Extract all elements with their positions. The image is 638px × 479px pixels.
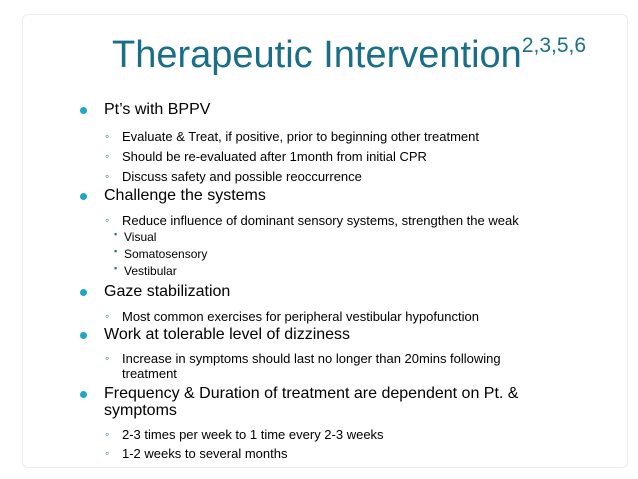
bullet-text: Pt’s with BPPV [104, 101, 211, 118]
bullet-item [104, 187, 266, 205]
sub-bullet-item [105, 213, 519, 228]
bullet-text: Work at tolerable level of dizziness [104, 326, 351, 343]
sub-sub-bullet-icon: ▪ [114, 263, 118, 273]
sub-bullet-circle-icon: ◦ [105, 446, 110, 460]
sub-bullet-item [105, 309, 479, 324]
sub-sub-bullet-text: Somatosensory [124, 247, 208, 261]
slide-title-main: Therapeutic Intervention [112, 34, 522, 76]
sub-bullet-item [105, 149, 427, 164]
sub-bullet-text: 1-2 weeks to several months [122, 446, 288, 461]
sub-sub-bullet-icon: ▪ [114, 246, 118, 256]
sub-bullet-circle-icon: ◦ [105, 213, 110, 227]
bullet-dot-icon [80, 391, 87, 398]
sub-sub-bullet-item [114, 246, 208, 261]
bullet-text: Gaze stabilization [104, 283, 231, 300]
bullet-dot-icon [80, 332, 87, 339]
bullet-dot-icon [80, 193, 87, 200]
bullet-continuation [104, 402, 177, 420]
bullet-item [104, 385, 518, 403]
sub-bullet-item [105, 446, 288, 461]
sub-sub-bullet-text: Vestibular [124, 264, 177, 278]
bullet-dot-icon [80, 107, 87, 114]
sub-bullet-item [105, 351, 501, 366]
slide-title-citation: 2,3,5,6 [521, 34, 587, 57]
sub-bullet-text: Increase in symptoms should last no longer than 20mins following [122, 351, 501, 366]
sub-bullet-text: Should be re-evaluated after 1month from initial CPR [122, 149, 427, 164]
sub-bullet-circle-icon: ◦ [105, 309, 110, 323]
sub-bullet-circle-icon: ◦ [105, 149, 110, 163]
sub-bullet-text: Reduce influence of dominant sensory systems, strengthen the weak [122, 213, 519, 228]
sub-bullet-item [105, 169, 362, 184]
sub-bullet-circle-icon: ◦ [105, 169, 110, 183]
bullet-dot-icon [80, 289, 87, 296]
sub-bullet-item [105, 129, 479, 144]
bullet-text: symptoms [104, 402, 177, 419]
bullet-text: Challenge the systems [104, 187, 266, 204]
sub-bullet-continuation [122, 366, 177, 381]
sub-bullet-text: 2-3 times per week to 1 time every 2-3 weeks [122, 427, 384, 442]
sub-sub-bullet-item [114, 229, 157, 244]
sub-bullet-circle-icon: ◦ [105, 351, 110, 365]
sub-bullet-text: Evaluate & Treat, if positive, prior to beginning other treatment [122, 129, 479, 144]
sub-bullet-text: treatment [122, 366, 177, 381]
sub-sub-bullet-icon: ▪ [114, 229, 118, 239]
bullet-item [104, 101, 210, 119]
sub-bullet-circle-icon: ◦ [105, 129, 110, 143]
sub-bullet-text: Most common exercises for peripheral vestibular hypofunction [122, 309, 479, 324]
sub-sub-bullet-text: Visual [124, 230, 157, 244]
sub-bullet-item [105, 427, 384, 442]
sub-bullet-text: Discuss safety and possible reoccurrence [122, 169, 362, 184]
sub-bullet-circle-icon: ◦ [105, 427, 110, 441]
bullet-item [104, 283, 230, 301]
sub-sub-bullet-item [114, 263, 177, 278]
bullet-text: Frequency & Duration of treatment are dependent on Pt. & [104, 385, 519, 402]
bullet-item [104, 326, 350, 344]
